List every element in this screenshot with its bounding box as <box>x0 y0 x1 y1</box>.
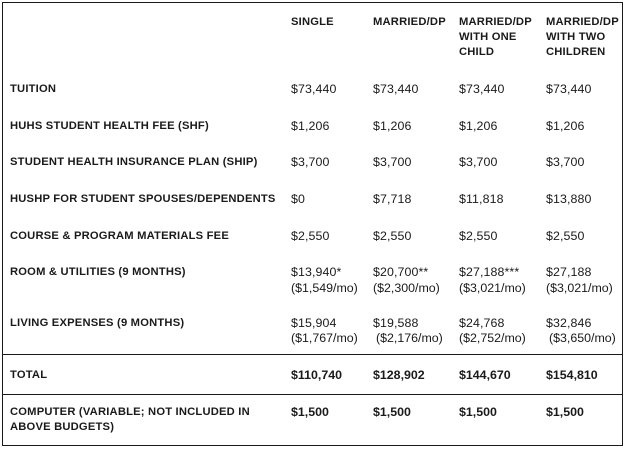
row-label-hushp: HUSHP FOR STUDENT SPOUSES/DEPENDENTS <box>10 193 276 205</box>
table-cell: $24,768 <box>459 316 505 330</box>
table-cell: $0 <box>291 192 305 206</box>
row-label-computer: COMPUTER (VARIABLE; NOT INCLUDED IN <box>10 406 250 418</box>
column-header-single: SINGLE <box>291 16 334 28</box>
total-cell: $144,670 <box>459 368 511 382</box>
table-cell: $32,846 <box>546 316 592 330</box>
row-label-living-expenses: LIVING EXPENSES (9 MONTHS) <box>10 317 185 329</box>
table-cell: $73,440 <box>546 82 592 96</box>
table-cell-monthly: ($1,549/mo) <box>291 281 358 295</box>
table-cell: $15,904 <box>291 316 337 330</box>
table-cell: $3,700 <box>373 155 412 169</box>
table-cell-monthly: ($2,300/mo) <box>373 281 440 295</box>
computer-cell: $1,500 <box>546 405 584 419</box>
computer-cell: $1,500 <box>459 405 497 419</box>
table-cell: $3,700 <box>459 155 498 169</box>
row-label-shf: HUHS STUDENT HEALTH FEE (SHF) <box>10 120 209 132</box>
table-cell: $1,206 <box>291 119 330 133</box>
table-cell: $2,550 <box>459 229 498 243</box>
table-cell-monthly: ($2,752/mo) <box>459 331 526 345</box>
row-label-course-materials: COURSE & PROGRAM MATERIALS FEE <box>10 230 229 242</box>
table-cell: $1,206 <box>546 119 585 133</box>
table-cell-monthly: ($3,021/mo) <box>546 281 613 295</box>
table-cell-monthly: ($3,021/mo) <box>459 281 526 295</box>
table-cell: $3,700 <box>291 155 330 169</box>
table-cell: $3,700 <box>546 155 585 169</box>
table-cell: $13,880 <box>546 192 592 206</box>
column-header-married-one-child: MARRIED/DP WITH ONE CHILD <box>459 16 532 58</box>
total-cell: $110,740 <box>291 368 342 382</box>
total-cell: $128,902 <box>373 368 425 382</box>
table-cell: $1,206 <box>373 119 412 133</box>
computer-cell: $1,500 <box>291 405 329 419</box>
table-cell: $27,188 <box>546 265 592 279</box>
table-cell: $27,188*** <box>459 265 520 279</box>
total-cell: $154,810 <box>546 368 598 382</box>
row-label-computer-line2: ABOVE BUDGETS) <box>10 421 115 433</box>
row-label-tuition: TUITION <box>10 83 57 95</box>
table-cell-monthly: ($3,650/mo) <box>549 331 616 345</box>
table-cell: $20,700** <box>373 265 429 279</box>
computer-cell: $1,500 <box>373 405 411 419</box>
total-divider-bottom <box>2 394 623 395</box>
table-cell: $73,440 <box>459 82 505 96</box>
table-cell: $73,440 <box>291 82 337 96</box>
table-cell-monthly: ($2,176/mo) <box>376 331 443 345</box>
table-cell: $13,940* <box>291 265 342 279</box>
table-cell: $2,550 <box>546 229 585 243</box>
table-cell: $2,550 <box>373 229 412 243</box>
table-cell: $2,550 <box>291 229 330 243</box>
table-cell: $11,818 <box>459 192 504 206</box>
row-label-room-utilities: ROOM & UTILITIES (9 MONTHS) <box>10 266 186 278</box>
table-cell-monthly: ($1,767/mo) <box>291 331 358 345</box>
table-cell: $73,440 <box>373 82 419 96</box>
row-label-total: TOTAL <box>10 369 48 381</box>
row-label-ship: STUDENT HEALTH INSURANCE PLAN (SHIP) <box>10 156 258 168</box>
column-header-married-two-children: MARRIED/DP WITH TWO CHILDREN <box>546 16 619 58</box>
total-divider-top <box>2 354 623 355</box>
table-cell: $7,718 <box>373 192 412 206</box>
table-cell: $19,588 <box>373 316 419 330</box>
table-cell: $1,206 <box>459 119 498 133</box>
column-header-married: MARRIED/DP <box>373 16 446 28</box>
